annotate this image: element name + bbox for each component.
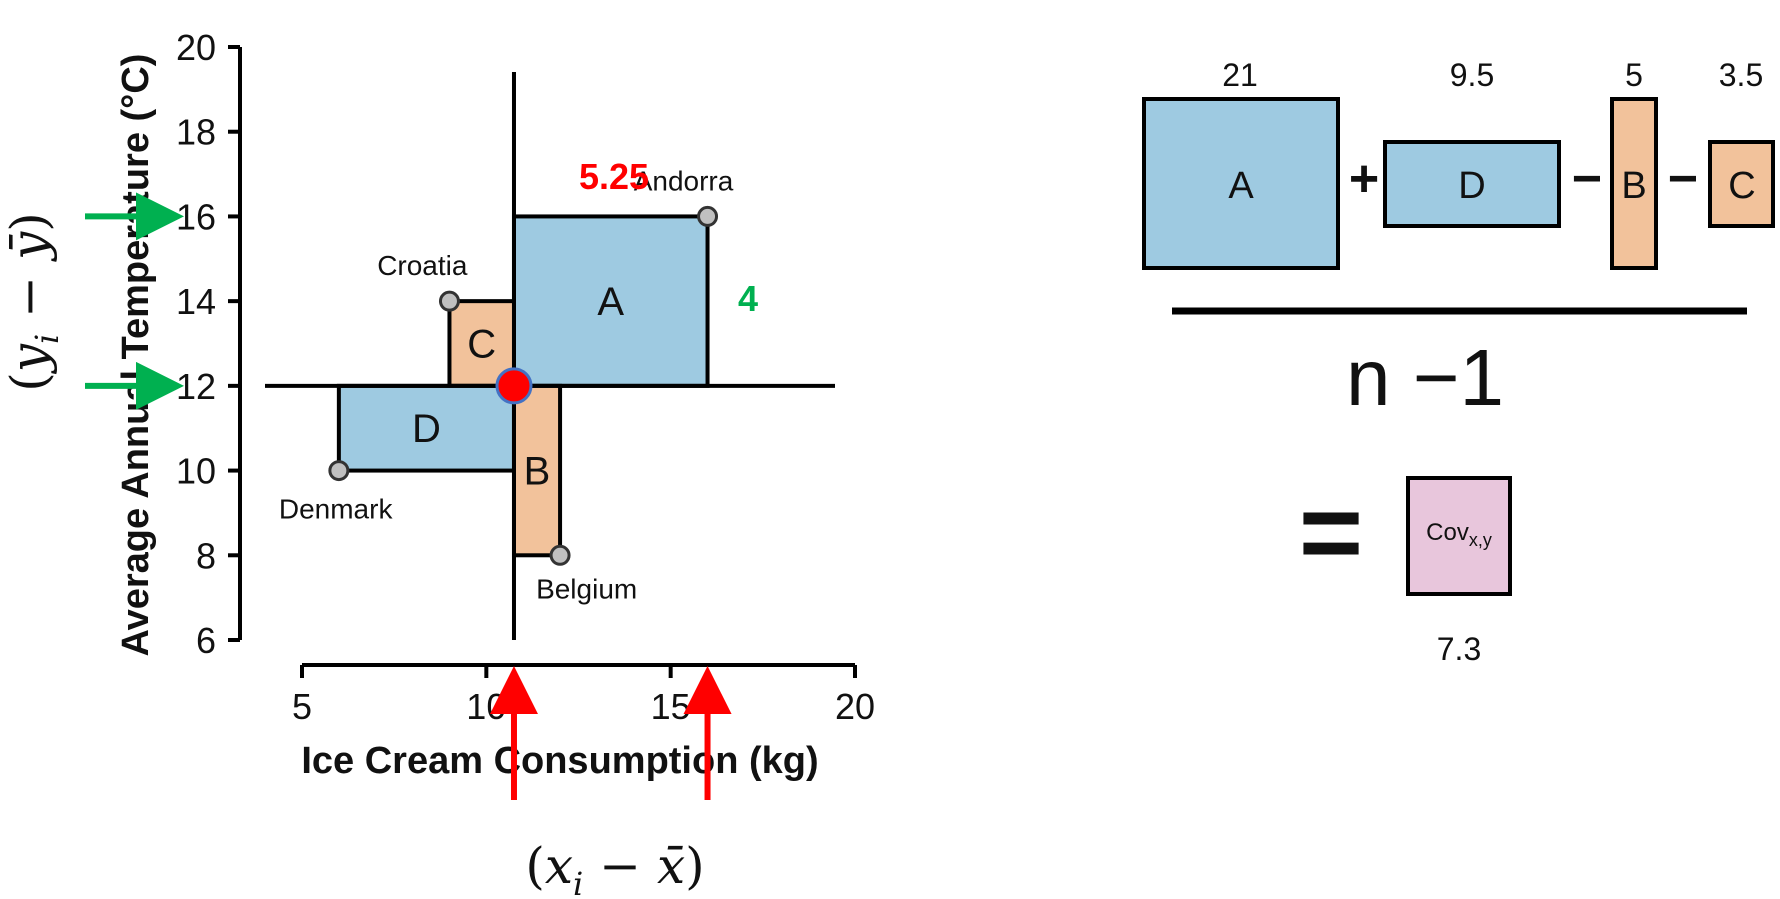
point-andorra <box>699 207 717 225</box>
point-label-croatia: Croatia <box>377 250 468 282</box>
mean-point <box>497 369 531 403</box>
y-tick-label: 6 <box>195 620 216 661</box>
x-tick-label: 20 <box>834 686 876 727</box>
y-tick-label: 20 <box>175 27 216 68</box>
minus-operator-1: − <box>1571 150 1603 208</box>
y-axis-label: Average Annual Temperature (°C) <box>115 53 157 657</box>
point-label-denmark: Denmark <box>278 493 393 525</box>
equals-sign: = <box>1298 471 1364 594</box>
term-d-label: D <box>1458 165 1486 207</box>
result-label-sub: x,y <box>1468 530 1492 550</box>
x-tick-label: 10 <box>466 686 507 727</box>
covariance-formula <box>1144 57 1773 667</box>
scatter-chart <box>0 27 875 899</box>
width-annotation: 5.25 <box>578 156 650 197</box>
height-annotation: 4 <box>737 278 759 319</box>
minus-operator-2: − <box>1667 150 1699 208</box>
y-tick-label: 10 <box>175 450 216 492</box>
y-tick-label: 8 <box>195 535 216 577</box>
term-a-value: 21 <box>1222 57 1258 93</box>
result-value: 7.3 <box>1436 631 1482 667</box>
rect-label-c: C <box>467 322 497 367</box>
x-deviation-label: ($x_i$ − x̄) <box>525 837 705 899</box>
x-tick-label: 15 <box>650 686 691 727</box>
y-tick-label: 12 <box>175 365 216 407</box>
term-d-value: 9.5 <box>1449 57 1495 93</box>
y-tick-labels <box>176 27 216 661</box>
y-tick-label: 18 <box>175 111 216 153</box>
rect-label-a: A <box>597 280 625 325</box>
point-belgium <box>551 546 569 564</box>
denominator: n −1 <box>1346 333 1504 422</box>
result-label-main: Cov <box>1426 519 1469 546</box>
rect-label-b: B <box>523 449 551 494</box>
y-tick-label: 16 <box>175 196 216 238</box>
point-denmark <box>330 462 348 480</box>
term-c-value: 3.5 <box>1718 57 1764 93</box>
plus-operator: + <box>1348 150 1380 208</box>
term-b-label: B <box>1621 165 1647 207</box>
term-c-label: C <box>1728 165 1756 207</box>
point-label-andorra: Andorra <box>633 165 734 197</box>
term-b-value: 5 <box>1625 57 1643 93</box>
x-tick-label: 5 <box>291 686 313 727</box>
term-a-label: A <box>1228 165 1254 207</box>
y-deviation-label: ($y_i$ − ȳ) <box>0 212 66 392</box>
rect-label-d: D <box>411 407 441 452</box>
point-croatia <box>440 292 458 310</box>
x-tick-labels <box>292 686 875 727</box>
x-axis-label: Ice Cream Consumption (kg) <box>301 740 819 782</box>
point-label-belgium: Belgium <box>536 573 638 605</box>
y-tick-label: 14 <box>175 281 216 323</box>
